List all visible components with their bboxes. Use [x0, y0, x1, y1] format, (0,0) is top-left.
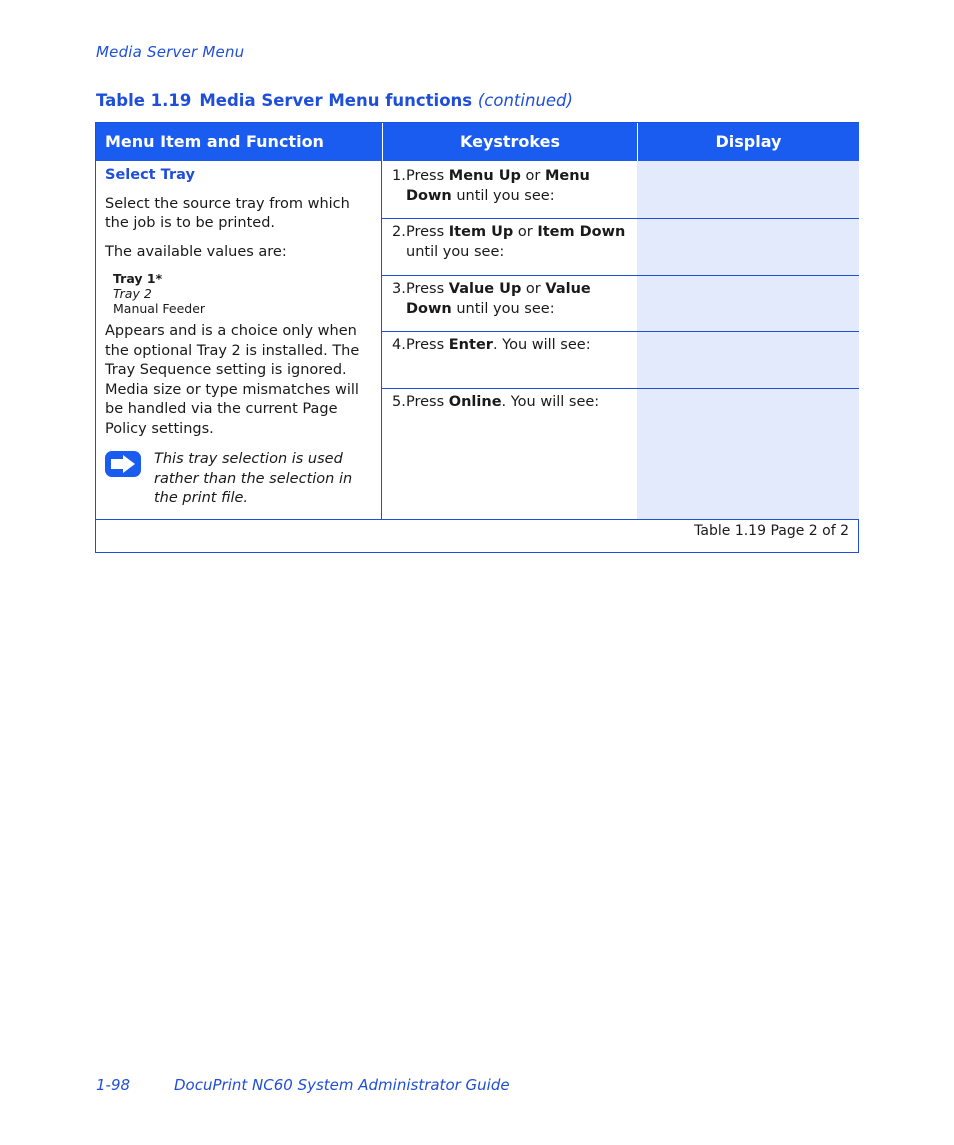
step-text: . You will see: [492, 337, 591, 353]
step-text: Press [406, 394, 449, 410]
step-text: or [521, 281, 546, 297]
step-number: 3. [392, 281, 406, 297]
step-text: Press [406, 337, 449, 353]
key-name: Enter [448, 337, 493, 353]
menu-item-details: Appears and is a choice only when the optional Tray 2 is installed. The Tray Sequence setting is ignored. Media size or type mismatches will be handled via the current Page Policy settings. [105, 323, 360, 437]
table-page-reference: Table 1.19 Page 2 of 2 [694, 523, 849, 539]
caption-title: Media Server Menu functions [199, 91, 473, 110]
row-divider [382, 388, 859, 389]
step-text: until you see: [406, 243, 505, 260]
value-option: Manual Feeder [113, 301, 206, 316]
value-option: Tray 2 [113, 286, 152, 301]
values-list [113, 271, 373, 316]
step-text: . You will see: [501, 394, 600, 410]
step-text: or [513, 224, 538, 240]
note-arrow-icon [105, 451, 141, 477]
menu-item-cell [105, 166, 373, 509]
row-divider [382, 331, 859, 332]
guide-title: DocuPrint NC60 System Administrator Guide [174, 1076, 510, 1094]
step-text: until you see: [451, 187, 555, 204]
step-text: until you see: [451, 300, 555, 317]
keystroke-step-5 [392, 393, 628, 413]
step-number: 4. [392, 337, 406, 353]
row-divider [382, 218, 859, 219]
display-cell-1 [637, 161, 859, 218]
display-cell-3 [637, 276, 859, 331]
header-display: Display [637, 123, 859, 161]
header-keystrokes: Keystrokes [382, 123, 637, 161]
step-text: Press [406, 281, 449, 297]
page-number: 1-98 [96, 1076, 131, 1094]
step-number: 1. [392, 168, 406, 184]
step-number: 2. [392, 224, 406, 240]
step-number: 5. [392, 394, 406, 410]
header-menu-item: Menu Item and Function [96, 123, 382, 161]
key-name: Menu Up [448, 168, 521, 184]
table-footer-divider [96, 519, 859, 520]
menu-functions-table [95, 122, 859, 553]
row-divider [382, 275, 859, 276]
keystroke-step-4 [392, 336, 628, 356]
page-footer [96, 1076, 510, 1094]
note-text: This tray selection is used rather than the selection in the print file. [154, 451, 353, 506]
menu-item-title: Select Tray [105, 167, 195, 183]
keystroke-step-1 [392, 167, 628, 206]
display-cell-5 [637, 389, 859, 519]
key-name: Online [448, 394, 502, 410]
key-name: Item Down [537, 224, 626, 240]
caption-continued: (continued) [477, 91, 573, 110]
display-cell-4 [637, 332, 859, 388]
values-intro: The available values are: [105, 243, 287, 260]
key-name: Value Down [406, 281, 591, 317]
menu-item-description: Select the source tray from which the job is to be printed. [105, 195, 350, 231]
display-cell-2 [637, 219, 859, 275]
caption-label: Table 1.19 [96, 91, 192, 110]
step-text: Press [406, 168, 449, 184]
table-caption [96, 91, 573, 110]
column-divider [381, 161, 382, 519]
keystroke-step-3 [392, 280, 628, 319]
running-head: Media Server Menu [96, 43, 245, 61]
key-name: Item Up [448, 224, 514, 240]
key-name: Menu Down [406, 168, 590, 204]
note [105, 450, 373, 509]
step-text: or [520, 168, 545, 184]
value-default: Tray 1* [113, 271, 163, 286]
key-name: Value Up [448, 281, 522, 297]
keystroke-step-2 [392, 223, 628, 262]
step-text: Press [406, 224, 449, 240]
